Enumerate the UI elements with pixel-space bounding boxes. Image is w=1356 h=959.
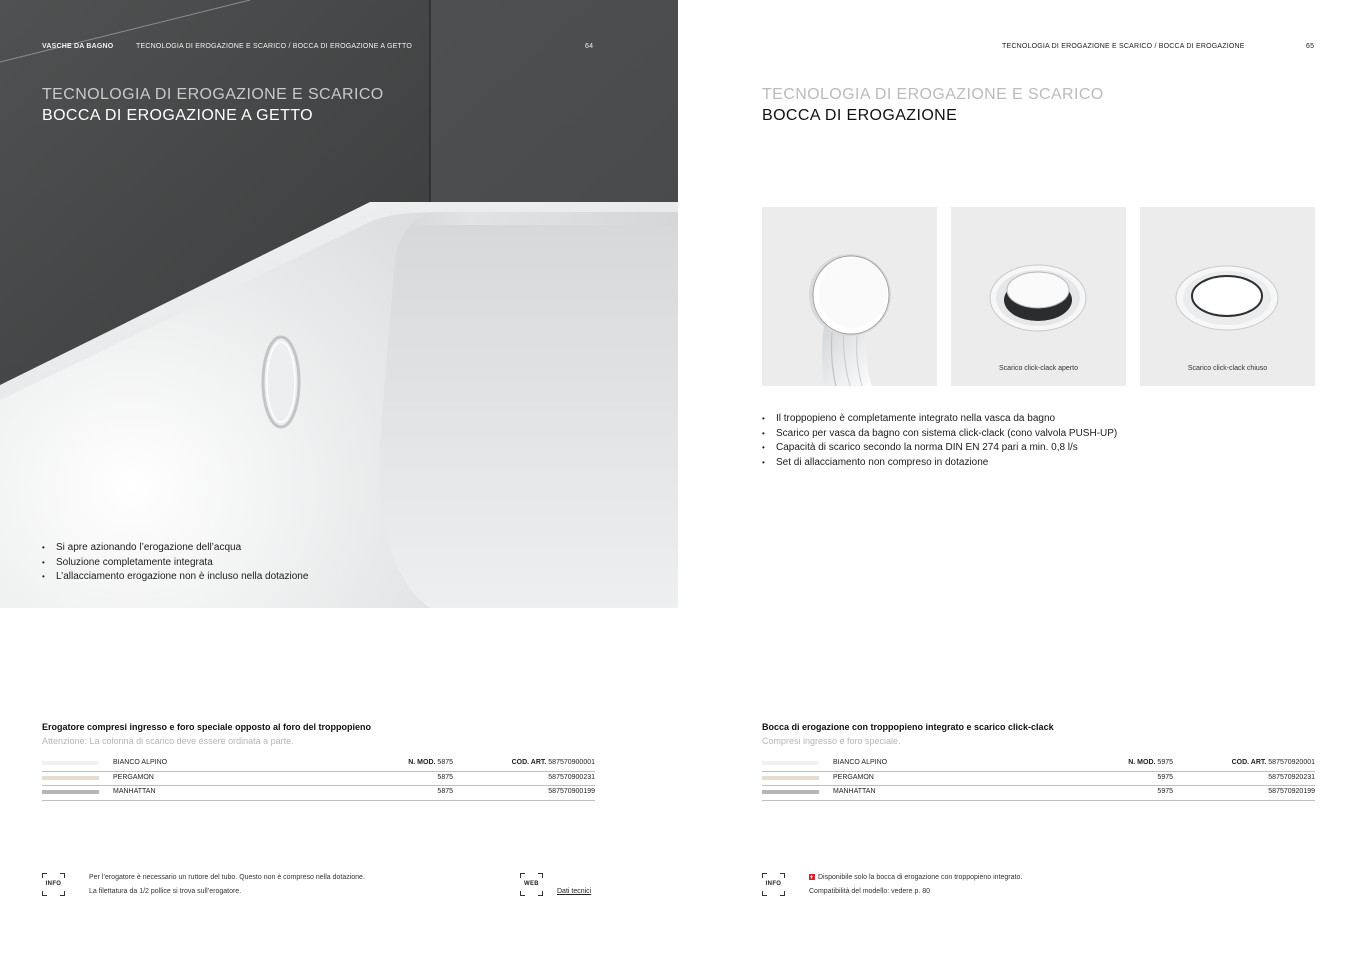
- left-feature-list: [42, 541, 308, 585]
- table-row: [762, 772, 1315, 787]
- table-row: [762, 757, 1315, 772]
- info-line: +Disponibile solo la bocca di erogazione con troppopieno integrato.: [809, 871, 1022, 885]
- info-line: La filettatura da 1/2 pollice si trova sull’erogatore.: [89, 888, 242, 895]
- article-code: 587570900231: [548, 773, 595, 781]
- list-item: • Il troppopieno è completamente integrato nella vasca da bagno: [762, 412, 1117, 427]
- drain-open-photo: [951, 207, 1126, 386]
- left-info-text: [89, 871, 365, 899]
- running-head-section: VASCHE DA BAGNO: [42, 43, 114, 50]
- info-icon: INFO: [42, 873, 65, 896]
- article-code: COD. ART. 587570920001: [1231, 759, 1315, 766]
- color-name: PERGAMON: [113, 773, 154, 781]
- article-code: 587570920231: [1268, 773, 1315, 781]
- page-number: 65: [1306, 43, 1315, 50]
- title-category: TECNOLOGIA DI EROGAZIONE E SCARICO: [42, 86, 384, 103]
- list-item: • Capacità di scarico secondo la norma DIN EN 274 pari a min. 0,8 l/s: [762, 441, 1117, 456]
- article-code: COD. ART. 587570900001: [511, 759, 595, 766]
- right-feature-list: [762, 412, 1117, 470]
- hero-photo-bathtub: [0, 0, 678, 608]
- list-item: • L’allacciamento erogazione non è incluso nella dotazione: [42, 570, 308, 585]
- info-line: Compatibilità del modello: vedere p. 80: [809, 888, 931, 895]
- web-icon: WEB: [520, 873, 543, 896]
- right-product-table: [762, 757, 1315, 801]
- page-number: 64: [585, 43, 594, 50]
- drain-closed-photo: [1140, 207, 1315, 386]
- list-item: • Soluzione completamente integrata: [42, 556, 308, 571]
- color-name: PERGAMON: [833, 773, 874, 781]
- left-product-title: Erogatore compresi ingresso e foro speciale opposto al foro del troppopieno: [42, 722, 372, 732]
- article-code: 587570900199: [548, 788, 595, 795]
- spout-water-photo: [762, 207, 937, 386]
- running-head-path: TECNOLOGIA DI EROGAZIONE E SCARICO / BOCCA DI EROGAZIONE A GETTO: [136, 43, 412, 50]
- color-swatch: [762, 776, 819, 780]
- title-product: BOCCA DI EROGAZIONE: [762, 107, 958, 124]
- table-row: [42, 757, 595, 772]
- color-swatch: [762, 790, 819, 794]
- article-code: 587570920199: [1268, 788, 1315, 795]
- list-item: • Scarico per vasca da bagno con sistema click-clack (cono valvola PUSH-UP): [762, 427, 1117, 442]
- color-swatch: [42, 761, 99, 765]
- model-number: 5975: [1157, 788, 1173, 795]
- color-swatch: [762, 761, 819, 765]
- left-title: [42, 84, 384, 127]
- left-product-subtitle: Attenzione: La colonna di scarico deve essere ordinata a parte.: [42, 736, 294, 746]
- technical-data-link[interactable]: Dati tecnici: [557, 888, 592, 895]
- image-caption: Scarico click-clack aperto: [999, 365, 1078, 372]
- list-item: • Si apre azionando l’erogazione dell’acqua: [42, 541, 308, 556]
- color-name: MANHATTAN: [113, 788, 156, 795]
- table-row: [42, 772, 595, 787]
- left-product-table: [42, 757, 595, 801]
- model-number: 5875: [437, 788, 453, 795]
- table-row: [42, 786, 595, 801]
- right-product-subtitle: Compresi ingresso e foro speciale.: [762, 736, 901, 746]
- title-product: BOCCA DI EROGAZIONE A GETTO: [42, 107, 314, 124]
- info-icon: INFO: [762, 873, 785, 896]
- color-name: BIANCO ALPINO: [833, 759, 888, 766]
- right-product-title: Bocca di erogazione con troppopieno integrato e scarico click-clack: [762, 722, 1054, 732]
- info-line: Per l’erogatore è necessario un ruttore del tubo. Questo non è compreso nella dotazione.: [89, 874, 365, 881]
- right-title: [762, 84, 1104, 127]
- color-name: BIANCO ALPINO: [113, 759, 168, 766]
- swiss-flag-icon: [809, 874, 815, 880]
- model-number: 5875: [437, 773, 453, 781]
- right-info-text: [809, 871, 1022, 899]
- color-swatch: [42, 776, 99, 780]
- list-item: • Set di allacciamento non compreso in dotazione: [762, 456, 1117, 471]
- model-number: 5975: [1157, 773, 1173, 781]
- table-row: [762, 786, 1315, 801]
- running-head-path: TECNOLOGIA DI EROGAZIONE E SCARICO / BOCCA DI EROGAZIONE: [1002, 43, 1245, 50]
- image-caption: Scarico click-clack chiuso: [1187, 365, 1268, 372]
- title-category: TECNOLOGIA DI EROGAZIONE E SCARICO: [762, 86, 1104, 103]
- color-swatch: [42, 790, 99, 794]
- color-name: MANHATTAN: [833, 788, 876, 795]
- model-number: N. MOD. 5875: [408, 759, 453, 766]
- model-number: N. MOD. 5975: [1128, 759, 1173, 766]
